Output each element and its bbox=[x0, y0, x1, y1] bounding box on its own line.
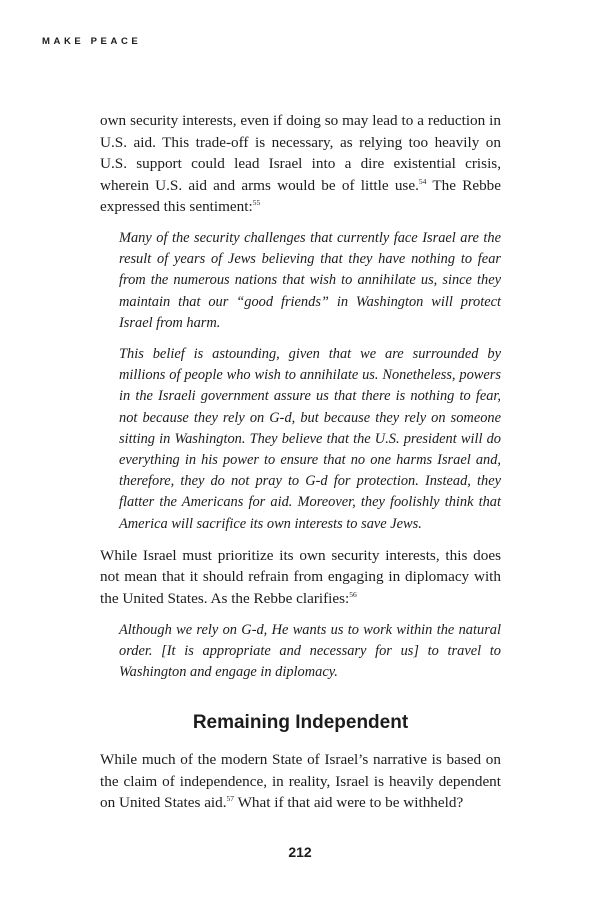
quote-paragraph-1: Many of the security challenges that currently face Israel are the result of years of Jews believing that they have nothing to fear from the numerous nations that wish to annihilate us, since they maintain that our “good friends” in Washington will protect Israel from harm. bbox=[119, 229, 501, 331]
footnote-ref-54[interactable]: 54 bbox=[418, 176, 427, 186]
block-quote-2 bbox=[119, 620, 501, 684]
quote-paragraph-2: This belief is astounding, given that we are surrounded by millions of people who wish to annihilate us. Nonetheless, powers in the Israeli government assure us that there is nothing to fear, not because they rely on G-d, but because they rely on someone sitting in Washington. They believe that the U.S. president will do everything in his power to ensure that no one harms Israel and, therefore, they do not pray to G-d for protection. Instead, they flatter the Americans for aid. Moreover, they foolishly think that America will sacrifice its own interests to save Jews. bbox=[119, 345, 501, 532]
paragraph-text: While much of the modern State of Israel’s narrative is based on the claim of independence, in reality, Israel is heavily dependent on United States aid. bbox=[100, 751, 501, 812]
footnote-ref-56[interactable]: 56 bbox=[349, 589, 357, 599]
section-heading: Remaining Independent bbox=[192, 712, 409, 734]
paragraph-text: While Israel must prioritize its own security interests, this does not mean that it should refrain from engaging in diplomacy with the United States. As the Rebbe clarifies: bbox=[100, 546, 501, 607]
paragraph-text: What if that aid were to be withheld? bbox=[234, 794, 464, 812]
body-paragraph-2 bbox=[100, 545, 501, 610]
footnote-ref-55[interactable]: 55 bbox=[252, 198, 261, 208]
page-content bbox=[100, 110, 501, 824]
body-paragraph-1 bbox=[100, 110, 501, 218]
page-number: 212 bbox=[288, 844, 312, 860]
body-paragraph-3 bbox=[100, 749, 501, 814]
quote-paragraph-3: Although we rely on G-d, He wants us to work within the natural order. [It is appropriate and necessary for us] to travel to Washington and engage in diplomacy. bbox=[119, 621, 501, 680]
paragraph-text: own security interests, even if doing so may lead to a reduction in U.S. aid. This trade-off is necessary, as relying too heavily on U.S. support could lead Israel into a dire existential crisis, wherein U.S. aid and arms would be of little use. bbox=[100, 112, 501, 194]
footnote-ref-57[interactable]: 57 bbox=[226, 794, 235, 804]
paragraph-text: The Rebbe expressed this sentiment: bbox=[100, 176, 501, 216]
running-header: MAKE PEACE bbox=[42, 36, 142, 47]
block-quote-1 bbox=[119, 228, 501, 535]
